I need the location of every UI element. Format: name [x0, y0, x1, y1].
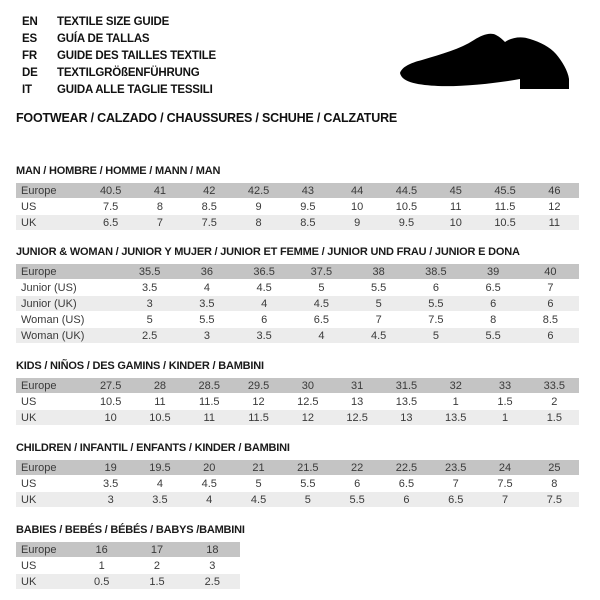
size-cell: 7.5	[530, 492, 579, 508]
size-cell: 11.5	[185, 394, 234, 410]
size-cell: 3	[86, 492, 135, 508]
size-cell: 8.5	[185, 199, 234, 215]
row-label: UK	[16, 492, 86, 508]
row-label: US	[16, 476, 86, 492]
size-cell: 6	[332, 476, 381, 492]
size-cell: 1.5	[530, 410, 579, 426]
size-cell: 11	[135, 394, 184, 410]
size-cell: 28	[135, 378, 184, 394]
size-cell: 11.5	[234, 410, 283, 426]
size-cell: 8.5	[522, 312, 579, 328]
size-cell: 5.5	[178, 312, 235, 328]
row-label: Europe	[16, 183, 86, 199]
language-code: DE	[22, 66, 38, 79]
size-cell: 4.5	[234, 492, 283, 508]
size-cell: 7	[350, 312, 407, 328]
table-row	[16, 215, 579, 231]
language-list	[22, 13, 216, 98]
size-cell: 45	[431, 183, 480, 199]
language-label: GUÍA DE TALLAS	[57, 32, 150, 45]
section-kids	[16, 360, 579, 426]
size-cell: 7.5	[86, 199, 135, 215]
size-cell: 44.5	[382, 183, 431, 199]
table-row	[16, 312, 579, 328]
size-cell: 5	[121, 312, 178, 328]
size-cell: 6.5	[382, 476, 431, 492]
size-cell: 2.5	[121, 328, 178, 344]
size-cell: 6	[407, 280, 464, 296]
size-cell: 44	[332, 183, 381, 199]
size-cell: 4	[135, 476, 184, 492]
size-cell: 12	[283, 410, 332, 426]
size-cell: 12	[234, 394, 283, 410]
size-cell: 7	[480, 492, 529, 508]
size-cell: 20	[185, 460, 234, 476]
size-cell: 5.5	[407, 296, 464, 312]
size-cell: 31	[332, 378, 381, 394]
size-cell: 13.5	[382, 394, 431, 410]
language-line-fr	[22, 47, 216, 64]
size-cell: 3	[185, 558, 240, 574]
row-label: Junior (UK)	[16, 296, 121, 312]
size-cell: 4	[178, 280, 235, 296]
language-label: GUIDE DES TAILLES TEXTILE	[57, 49, 216, 62]
size-cell: 0.5	[74, 574, 129, 590]
size-cell: 11	[185, 410, 234, 426]
size-cell: 25	[530, 460, 579, 476]
dress-shoe-icon	[398, 27, 570, 93]
size-cell: 2	[530, 394, 579, 410]
size-cell: 4.5	[350, 328, 407, 344]
table-row	[16, 542, 240, 558]
size-cell: 8	[135, 199, 184, 215]
size-cell: 6	[522, 328, 579, 344]
size-cell: 5.5	[332, 492, 381, 508]
size-cell: 7.5	[480, 476, 529, 492]
size-cell: 11.5	[480, 199, 529, 215]
size-cell: 30	[283, 378, 332, 394]
size-cell: 13	[382, 410, 431, 426]
table-row	[16, 574, 240, 590]
size-cell: 5	[293, 280, 350, 296]
size-cell: 1	[74, 558, 129, 574]
size-cell: 42.5	[234, 183, 283, 199]
size-cell: 19	[86, 460, 135, 476]
size-cell: 7	[431, 476, 480, 492]
size-cell: 16	[74, 542, 129, 558]
row-label: Europe	[16, 378, 86, 394]
language-code: FR	[22, 49, 37, 62]
size-cell: 3.5	[236, 328, 293, 344]
size-cell: 9	[332, 215, 381, 231]
size-cell: 3.5	[121, 280, 178, 296]
size-cell: 5	[407, 328, 464, 344]
size-cell: 4.5	[293, 296, 350, 312]
size-cell: 3.5	[135, 492, 184, 508]
size-cell: 6.5	[293, 312, 350, 328]
table-row	[16, 558, 240, 574]
size-cell: 7.5	[407, 312, 464, 328]
size-cell: 12.5	[283, 394, 332, 410]
section-junior-woman	[16, 246, 579, 344]
table-title-man: MAN / HOMBRE / HOMME / MANN / MAN	[16, 165, 221, 177]
language-line-it	[22, 81, 216, 98]
size-cell: 43	[283, 183, 332, 199]
size-cell: 35.5	[121, 264, 178, 280]
size-cell: 10	[86, 410, 135, 426]
size-cell: 31.5	[382, 378, 431, 394]
size-cell: 8.5	[283, 215, 332, 231]
size-cell: 10	[431, 215, 480, 231]
kids-size-table	[16, 378, 579, 426]
size-cell: 8	[234, 215, 283, 231]
size-cell: 45.5	[480, 183, 529, 199]
size-cell: 36.5	[236, 264, 293, 280]
size-cell: 22.5	[382, 460, 431, 476]
row-label: Europe	[16, 542, 74, 558]
row-label: UK	[16, 215, 86, 231]
table-row	[16, 199, 579, 215]
table-row	[16, 264, 579, 280]
table-row	[16, 476, 579, 492]
size-cell: 33.5	[530, 378, 579, 394]
size-cell: 6.5	[431, 492, 480, 508]
table-title-kids: KIDS / NIÑOS / DES GAMINS / KINDER / BAMBINI	[16, 360, 264, 372]
size-cell: 41	[135, 183, 184, 199]
size-cell: 12.5	[332, 410, 381, 426]
size-cell: 6.5	[465, 280, 522, 296]
size-cell: 6	[465, 296, 522, 312]
size-cell: 8	[465, 312, 522, 328]
language-line-en	[22, 13, 216, 30]
size-cell: 4	[185, 492, 234, 508]
size-cell: 10.5	[480, 215, 529, 231]
size-cell: 21	[234, 460, 283, 476]
row-label: UK	[16, 410, 86, 426]
size-cell: 1	[431, 394, 480, 410]
table-row	[16, 410, 579, 426]
size-cell: 5.5	[465, 328, 522, 344]
language-code: IT	[22, 83, 32, 96]
size-cell: 4.5	[236, 280, 293, 296]
size-cell: 27.5	[86, 378, 135, 394]
size-cell: 11	[431, 199, 480, 215]
size-cell: 32	[431, 378, 480, 394]
size-cell: 6	[522, 296, 579, 312]
size-cell: 1	[480, 410, 529, 426]
size-cell: 21.5	[283, 460, 332, 476]
babies-size-table	[16, 542, 240, 590]
size-cell: 5.5	[350, 280, 407, 296]
size-cell: 18	[185, 542, 240, 558]
size-cell: 42	[185, 183, 234, 199]
table-row	[16, 394, 579, 410]
size-cell: 9.5	[382, 215, 431, 231]
size-cell: 12	[530, 199, 579, 215]
size-cell: 5	[350, 296, 407, 312]
children-size-table	[16, 460, 579, 508]
size-cell: 4	[236, 296, 293, 312]
junior-woman-size-table	[16, 264, 579, 344]
size-cell: 13	[332, 394, 381, 410]
language-label: TEXTILE SIZE GUIDE	[57, 15, 170, 28]
size-cell: 1.5	[129, 574, 184, 590]
category-title: FOOTWEAR / CALZADO / CHAUSSURES / SCHUHE / CALZATURE	[16, 111, 398, 125]
table-row	[16, 492, 579, 508]
size-cell: 10.5	[135, 410, 184, 426]
table-row	[16, 460, 579, 476]
row-label: Woman (UK)	[16, 328, 121, 344]
size-cell: 3	[121, 296, 178, 312]
section-man	[16, 165, 579, 231]
size-cell: 46	[530, 183, 579, 199]
size-cell: 2.5	[185, 574, 240, 590]
size-cell: 10	[332, 199, 381, 215]
size-cell: 38	[350, 264, 407, 280]
size-cell: 37.5	[293, 264, 350, 280]
language-label: GUIDA ALLE TAGLIE TESSILI	[57, 83, 213, 96]
size-cell: 23.5	[431, 460, 480, 476]
size-cell: 9	[234, 199, 283, 215]
size-cell: 7	[135, 215, 184, 231]
language-label: TEXTILGRÖßENFÜHRUNG	[57, 66, 200, 79]
table-row	[16, 378, 579, 394]
size-cell: 1.5	[480, 394, 529, 410]
row-label: UK	[16, 574, 74, 590]
size-cell: 40	[522, 264, 579, 280]
size-cell: 4.5	[185, 476, 234, 492]
section-children	[16, 442, 579, 508]
section-babies	[16, 524, 579, 590]
size-cell: 33	[480, 378, 529, 394]
language-code: EN	[22, 15, 38, 28]
size-cell: 3	[178, 328, 235, 344]
size-cell: 11	[530, 215, 579, 231]
size-cell: 17	[129, 542, 184, 558]
size-cell: 10.5	[86, 394, 135, 410]
size-cell: 22	[332, 460, 381, 476]
row-label: US	[16, 394, 86, 410]
size-cell: 36	[178, 264, 235, 280]
row-label: US	[16, 558, 74, 574]
size-cell: 13.5	[431, 410, 480, 426]
size-cell: 29.5	[234, 378, 283, 394]
size-cell: 10.5	[382, 199, 431, 215]
row-label: Woman (US)	[16, 312, 121, 328]
size-cell: 6.5	[86, 215, 135, 231]
row-label: Europe	[16, 264, 121, 280]
size-cell: 5	[283, 492, 332, 508]
size-cell: 8	[530, 476, 579, 492]
table-row	[16, 183, 579, 199]
size-cell: 28.5	[185, 378, 234, 394]
size-cell: 4	[293, 328, 350, 344]
language-line-de	[22, 64, 216, 81]
size-cell: 3.5	[178, 296, 235, 312]
table-row	[16, 328, 579, 344]
size-cell: 38.5	[407, 264, 464, 280]
language-code: ES	[22, 32, 37, 45]
size-cell: 40.5	[86, 183, 135, 199]
size-cell: 24	[480, 460, 529, 476]
size-cell: 3.5	[86, 476, 135, 492]
row-label: Junior (US)	[16, 280, 121, 296]
man-size-table	[16, 183, 579, 231]
size-cell: 7.5	[185, 215, 234, 231]
size-cell: 6	[382, 492, 431, 508]
table-title-junior-woman: JUNIOR & WOMAN / JUNIOR Y MUJER / JUNIOR ET FEMME / JUNIOR UND FRAU / JUNIOR E DONA	[16, 246, 520, 258]
size-cell: 39	[465, 264, 522, 280]
size-cell: 19.5	[135, 460, 184, 476]
size-cell: 5	[234, 476, 283, 492]
size-cell: 2	[129, 558, 184, 574]
row-label: Europe	[16, 460, 86, 476]
table-row	[16, 296, 579, 312]
table-title-children: CHILDREN / INFANTIL / ENFANTS / KINDER / BAMBINI	[16, 442, 290, 454]
table-title-babies: BABIES / BEBÉS / BÉBÉS / BABYS /BAMBINI	[16, 524, 245, 536]
row-label: US	[16, 199, 86, 215]
size-cell: 6	[236, 312, 293, 328]
language-line-es	[22, 30, 216, 47]
size-cell: 7	[522, 280, 579, 296]
table-row	[16, 280, 579, 296]
size-cell: 9.5	[283, 199, 332, 215]
size-cell: 5.5	[283, 476, 332, 492]
